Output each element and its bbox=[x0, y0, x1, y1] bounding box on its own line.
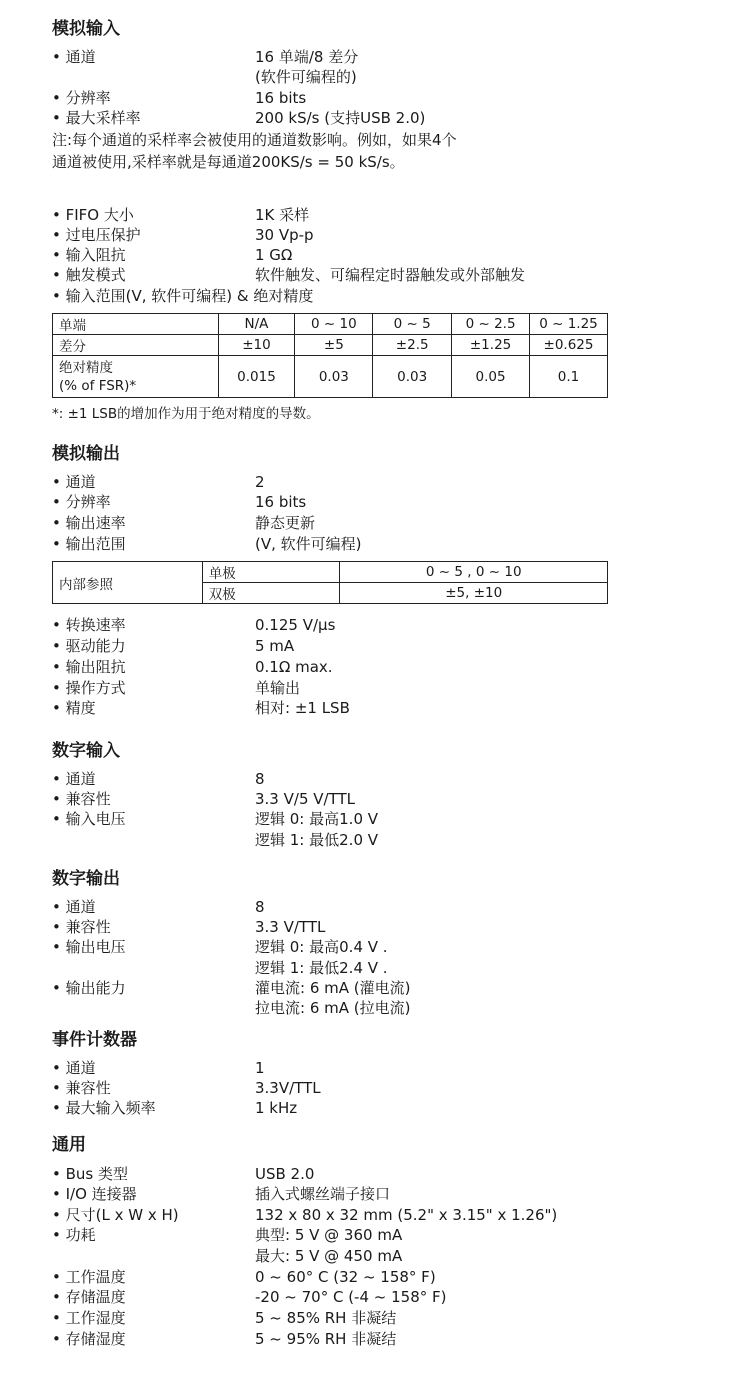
spec-label: • 存储湿度 bbox=[52, 1330, 126, 1348]
section-title-digital-output: 数字输出 bbox=[52, 869, 120, 889]
spec-value: 3.3 V/TTL bbox=[255, 918, 326, 936]
spec-value: 静态更新 bbox=[255, 514, 316, 532]
spec-label: • 输出能力 bbox=[52, 979, 126, 997]
table-cell: 0 ~ 10 bbox=[295, 314, 373, 335]
spec-value: 8 bbox=[255, 770, 265, 788]
spec-value: 逻辑 0: 最高0.4 V . bbox=[255, 938, 388, 956]
spec-label: • 兼容性 bbox=[52, 1079, 111, 1097]
spec-value: 8 bbox=[255, 898, 265, 916]
spec-label: • 输入阻抗 bbox=[52, 246, 126, 264]
spec-value: 单输出 bbox=[255, 679, 301, 697]
spec-label: • 功耗 bbox=[52, 1226, 96, 1244]
spec-label: • 触发模式 bbox=[52, 266, 126, 284]
spec-label: • 输入范围(V, 软件可编程) & 绝对精度 bbox=[52, 287, 314, 305]
table-cell: 0.05 bbox=[452, 356, 530, 398]
spec-label: • 分辨率 bbox=[52, 493, 111, 511]
spec-value: 1K 采样 bbox=[255, 206, 310, 224]
section-title-digital-input: 数字输入 bbox=[52, 741, 120, 761]
spec-label: • 工作湿度 bbox=[52, 1309, 126, 1327]
spec-label: • 输出阻抗 bbox=[52, 658, 126, 676]
spec-label: • 通道 bbox=[52, 770, 96, 788]
spec-value: 5 ~ 85% RH 非凝结 bbox=[255, 1309, 397, 1327]
accuracy-label: 绝对精度 bbox=[59, 359, 113, 376]
spec-value: USB 2.0 bbox=[255, 1165, 315, 1183]
spec-label: • 输入电压 bbox=[52, 810, 126, 828]
spec-value: 软件触发、可编程定时器触发或外部触发 bbox=[255, 266, 526, 284]
note-line-2: 通道被使用,采样率就是每通道200KS/s = 50 kS/s。 bbox=[52, 153, 405, 171]
spec-label: • 存储温度 bbox=[52, 1288, 126, 1306]
spec-value: 插入式螺丝端子接口 bbox=[255, 1185, 391, 1203]
spec-value: (V, 软件可编程) bbox=[255, 535, 362, 553]
spec-label: • 兼容性 bbox=[52, 918, 111, 936]
table-cell: ±5, ±10 bbox=[340, 583, 608, 604]
spec-value: 灌电流: 6 mA (灌电流) bbox=[255, 979, 411, 997]
spec-label: • 驱动能力 bbox=[52, 637, 126, 655]
spec-value: 逻辑 1: 最低2.0 V bbox=[255, 831, 379, 849]
table-cell: 0 ~ 1.25 bbox=[530, 314, 608, 335]
spec-label: • 转换速率 bbox=[52, 616, 126, 634]
table-cell: 内部参照 bbox=[53, 562, 203, 604]
spec-value: -20 ~ 70° C (-4 ~ 158° F) bbox=[255, 1288, 447, 1306]
section-title-general: 通用 bbox=[52, 1135, 86, 1155]
spec-value: 2 bbox=[255, 473, 265, 491]
spec-value: 0 ~ 60° C (32 ~ 158° F) bbox=[255, 1268, 436, 1286]
table-cell: ±2.5 bbox=[373, 335, 452, 356]
spec-value: 1 bbox=[255, 1059, 265, 1077]
table-cell: 差分 bbox=[53, 335, 219, 356]
table-cell: 单端 bbox=[53, 314, 219, 335]
spec-value: 5 mA bbox=[255, 637, 295, 655]
spec-value: 30 Vp-p bbox=[255, 226, 314, 244]
spec-value: 典型: 5 V @ 360 mA bbox=[255, 1226, 403, 1244]
spec-value: 最大: 5 V @ 450 mA bbox=[255, 1247, 403, 1265]
spec-value: 1 kHz bbox=[255, 1099, 298, 1117]
spec-value: 16 单端/8 差分 bbox=[255, 48, 359, 66]
section-title-analog-input: 模拟输入 bbox=[52, 19, 120, 39]
table-cell: 单极 bbox=[202, 562, 340, 583]
table-cell: 0 ~ 5 , 0 ~ 10 bbox=[340, 562, 608, 583]
table-cell: ±1.25 bbox=[452, 335, 530, 356]
table-cell: 0.03 bbox=[373, 356, 452, 398]
spec-value: 5 ~ 95% RH 非凝结 bbox=[255, 1330, 397, 1348]
spec-value: 132 x 80 x 32 mm (5.2" x 3.15" x 1.26") bbox=[255, 1206, 558, 1224]
spec-value: 200 kS/s (支持USB 2.0) bbox=[255, 109, 426, 127]
table-cell: ±5 bbox=[295, 335, 373, 356]
spec-label: • 输出电压 bbox=[52, 938, 126, 956]
spec-value: 0.125 V/μs bbox=[255, 616, 336, 634]
table-cell: ±10 bbox=[218, 335, 295, 356]
spec-value: 拉电流: 6 mA (拉电流) bbox=[255, 999, 411, 1017]
spec-value: 3.3V/TTL bbox=[255, 1079, 321, 1097]
spec-label: • 通道 bbox=[52, 898, 96, 916]
spec-label: • 分辨率 bbox=[52, 89, 111, 107]
spec-value: 16 bits bbox=[255, 89, 307, 107]
spec-label: • 操作方式 bbox=[52, 679, 126, 697]
table-cell: 0 ~ 5 bbox=[373, 314, 452, 335]
spec-label: • FIFO 大小 bbox=[52, 206, 134, 224]
spec-label: • 通道 bbox=[52, 473, 96, 491]
table-cell: 双极 bbox=[202, 583, 340, 604]
table-cell: 0.015 bbox=[218, 356, 295, 398]
table-cell: 0 ~ 2.5 bbox=[452, 314, 530, 335]
table-row bbox=[53, 314, 608, 335]
spec-label: • Bus 类型 bbox=[52, 1165, 128, 1183]
spec-label: • 精度 bbox=[52, 699, 96, 717]
spec-label: • 兼容性 bbox=[52, 790, 111, 808]
spec-label: • 通道 bbox=[52, 48, 96, 66]
spec-label: • I/O 连接器 bbox=[52, 1185, 137, 1203]
table-cell: ±0.625 bbox=[530, 335, 608, 356]
spec-label: • 通道 bbox=[52, 1059, 96, 1077]
table-cell bbox=[53, 356, 219, 398]
spec-label: • 最大采样率 bbox=[52, 109, 141, 127]
table-row bbox=[53, 356, 608, 398]
spec-value: 1 GΩ bbox=[255, 246, 293, 264]
spec-label: • 输出速率 bbox=[52, 514, 126, 532]
note-line-1: 注:每个通道的采样率会被使用的通道数影响。例如，如果4个 bbox=[52, 131, 457, 149]
table-row bbox=[53, 335, 608, 356]
table-cell: 0.03 bbox=[295, 356, 373, 398]
internal-reference-table bbox=[52, 561, 608, 604]
accuracy-unit: (% of FSR)* bbox=[59, 377, 137, 394]
spec-value: 3.3 V/5 V/TTL bbox=[255, 790, 355, 808]
input-range-table bbox=[52, 313, 608, 398]
spec-label: • 最大输入频率 bbox=[52, 1099, 156, 1117]
table-cell: N/A bbox=[218, 314, 295, 335]
spec-label: • 输出范围 bbox=[52, 535, 126, 553]
section-title-event-counter: 事件计数器 bbox=[52, 1030, 137, 1050]
spec-value: 逻辑 0: 最高1.0 V bbox=[255, 810, 379, 828]
spec-value: (软件可编程的) bbox=[255, 68, 357, 86]
spec-label: • 尺寸(L x W x H) bbox=[52, 1206, 179, 1224]
table-row bbox=[53, 562, 608, 583]
section-title-analog-output: 模拟输出 bbox=[52, 444, 120, 464]
spec-value: 0.1Ω max. bbox=[255, 658, 333, 676]
spec-label: • 过电压保护 bbox=[52, 226, 141, 244]
spec-value: 16 bits bbox=[255, 493, 307, 511]
table-cell: 0.1 bbox=[530, 356, 608, 398]
spec-value: 相对: ±1 LSB bbox=[255, 699, 350, 717]
spec-label: • 工作温度 bbox=[52, 1268, 126, 1286]
footnote: *: ±1 LSB的增加作为用于绝对精度的导数。 bbox=[52, 406, 320, 422]
spec-value: 逻辑 1: 最低2.4 V . bbox=[255, 959, 388, 977]
